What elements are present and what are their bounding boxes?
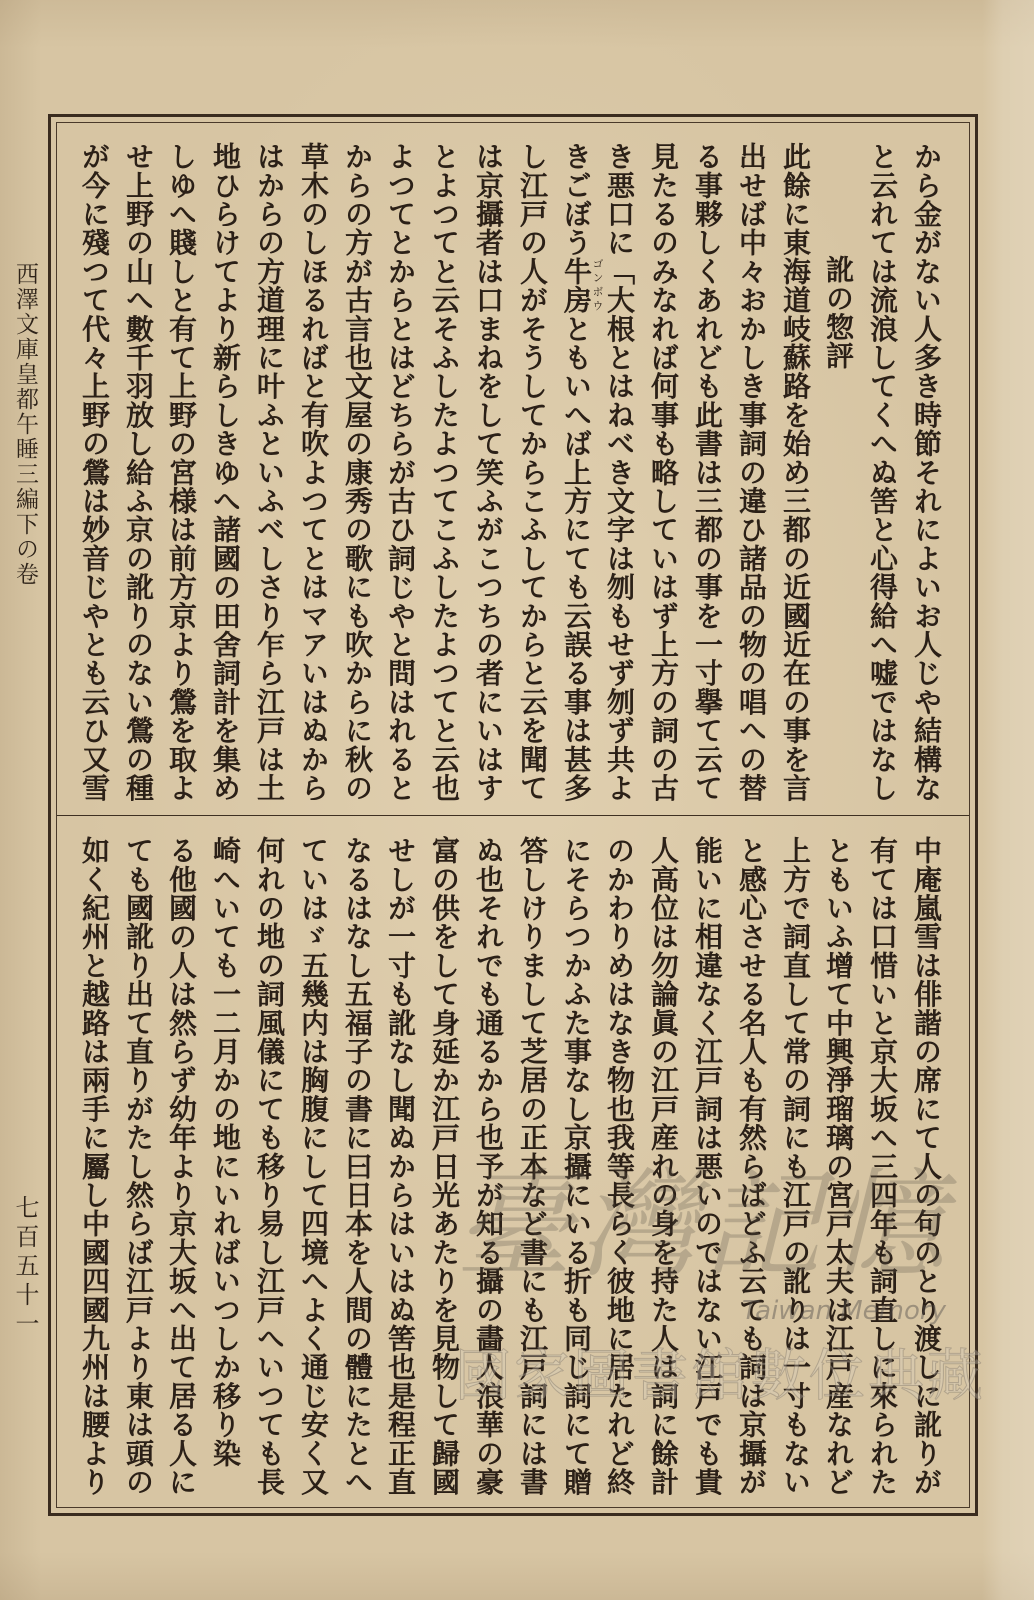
text-column: 能いに相違なく江戸詞は悪いのではない江戸でも貴 xyxy=(691,836,724,1497)
text-column: 上方で詞直して常の詞にも江戸の訛りは一寸もない xyxy=(779,836,812,1497)
running-title: 西澤文庫皇都午睡三編下の卷 xyxy=(12,262,38,587)
page-number: 七百五十一 xyxy=(11,1195,39,1340)
text-column: ていはゞ五幾内は胸腹にして四境へよく通じ安く又 xyxy=(297,836,330,1497)
watermark-organization-text: 國家圖書館數位典藏 xyxy=(455,1344,986,1409)
text-column: ぬ也それでも通るから也予が知る攝の畵人浪華の豪 xyxy=(472,836,505,1497)
text-column: が今に殘つて代々上野の鶯は妙音じやとも云ひ又雪 xyxy=(78,142,111,803)
text-column: 草木のしほるればと有吹よつてとはマアいはぬから xyxy=(297,142,330,803)
text-column: き悪口に「大根とはねべき文字は刎もせず刎ず共よ xyxy=(603,142,636,803)
section-heading: 訛の惣評 xyxy=(822,255,855,370)
text-column: ても國訛り出て直りがたし然らば江戸より東は頭の xyxy=(122,836,155,1497)
text-column: きごぼう牛房ともいへば上方にても云誤る事は甚多 xyxy=(560,142,593,803)
text-column: ともいふ增て中興淨瑠璃の宮戸太夫は江戸産なれど xyxy=(822,836,855,1497)
text-column: よつてとからとはどちらが古ひ詞じやと問はれると xyxy=(384,142,417,803)
text-column: からの方が古言也文屋の康秀の歌にも吹からに秋の xyxy=(341,142,374,803)
text-column: 崎へいても一二月かの地にいればいつしか移り染 xyxy=(209,836,242,1468)
text-column: せ上野の山へ數千羽放し給ふ京の訛りのない鶯の種 xyxy=(122,142,155,803)
text-column: 有ては口惜いと京大坂へ三四年も詞直しに來られた xyxy=(866,836,899,1497)
text-column: 中庵嵐雪は俳諧の席にて人の句のとり渡しに訛りが xyxy=(910,836,943,1497)
text-column: はからの方道理に叶ふといふべしさり乍ら江戸は土 xyxy=(253,142,286,803)
text-column: とよつてと云そふしたよつてこふしたよつてと云也 xyxy=(428,142,461,803)
text-column: る他國の人は然らず幼年より京大坂へ出て居る人に xyxy=(165,836,198,1497)
watermark-english-text: Taiwan Memory xyxy=(742,1296,946,1326)
text-column: は京攝者は口まねをして笑ふがこつちの者にいはす xyxy=(472,142,505,803)
text-column: し江戸の人がそうしてからこふしてからと云を聞て xyxy=(516,142,549,803)
text-column: しゆへ賤しと有て上野の宮様は前方京より鶯を取よ xyxy=(165,142,198,803)
text-column: にそらつかふた事なし京攝にいる折も同じ詞にて贈 xyxy=(560,836,593,1497)
text-column: 此餘に東海道岐蘇路を始め三都の近國近在の事を言 xyxy=(779,142,812,803)
text-column: 見たるのみなれば何事も略していはず上方の詞の古 xyxy=(647,142,680,803)
text-column: なるはなし五福子の書に曰日本を人間の體にたとへ xyxy=(341,836,374,1497)
text-column: 何れの地の詞風儀にても移り易し江戸へいつても長 xyxy=(253,836,286,1497)
text-column: 地ひらけてより新らしきゆへ諸國の田舍詞計を集め xyxy=(209,142,242,803)
text-column: る事夥しくあれども此書は三都の事を一寸擧て云て xyxy=(691,142,724,803)
text-column: と云れては流浪してくへぬ筈と心得給へ嘘ではなし xyxy=(866,142,899,803)
watermark-logo-text: 臺灣記憶 xyxy=(455,1156,952,1294)
text-column: 答しけりまして芝居の正本など書にも江戸詞には書 xyxy=(516,836,549,1497)
text-column: 人高位は勿論眞の江戸産れの身を持た人は詞に餘計 xyxy=(647,836,680,1497)
text-column: のかわりめはなき物也我等長らく彼地に居たれど終 xyxy=(603,836,636,1497)
block-divider xyxy=(57,815,969,816)
text-column: 如く紀州と越路は兩手に屬し中國四國九州は腰より xyxy=(78,836,111,1497)
text-column: と感心させる名人も有然らばどふ云ても詞は京攝が xyxy=(735,836,768,1497)
text-column: 出せば中々おかしき事詞の違ひ諸品の物の唱への替 xyxy=(735,142,768,803)
text-column: 富の供をして身延か江戸日光あたりを見物して歸國 xyxy=(428,836,461,1497)
text-column: せしが一寸も訛なし聞ぬからはいはぬ筈也是程正直 xyxy=(384,836,417,1497)
ruby-annotation: ゴンボウ xyxy=(591,258,604,314)
text-column: から金がない人多き時節それによいお人じや結構な xyxy=(910,142,943,803)
